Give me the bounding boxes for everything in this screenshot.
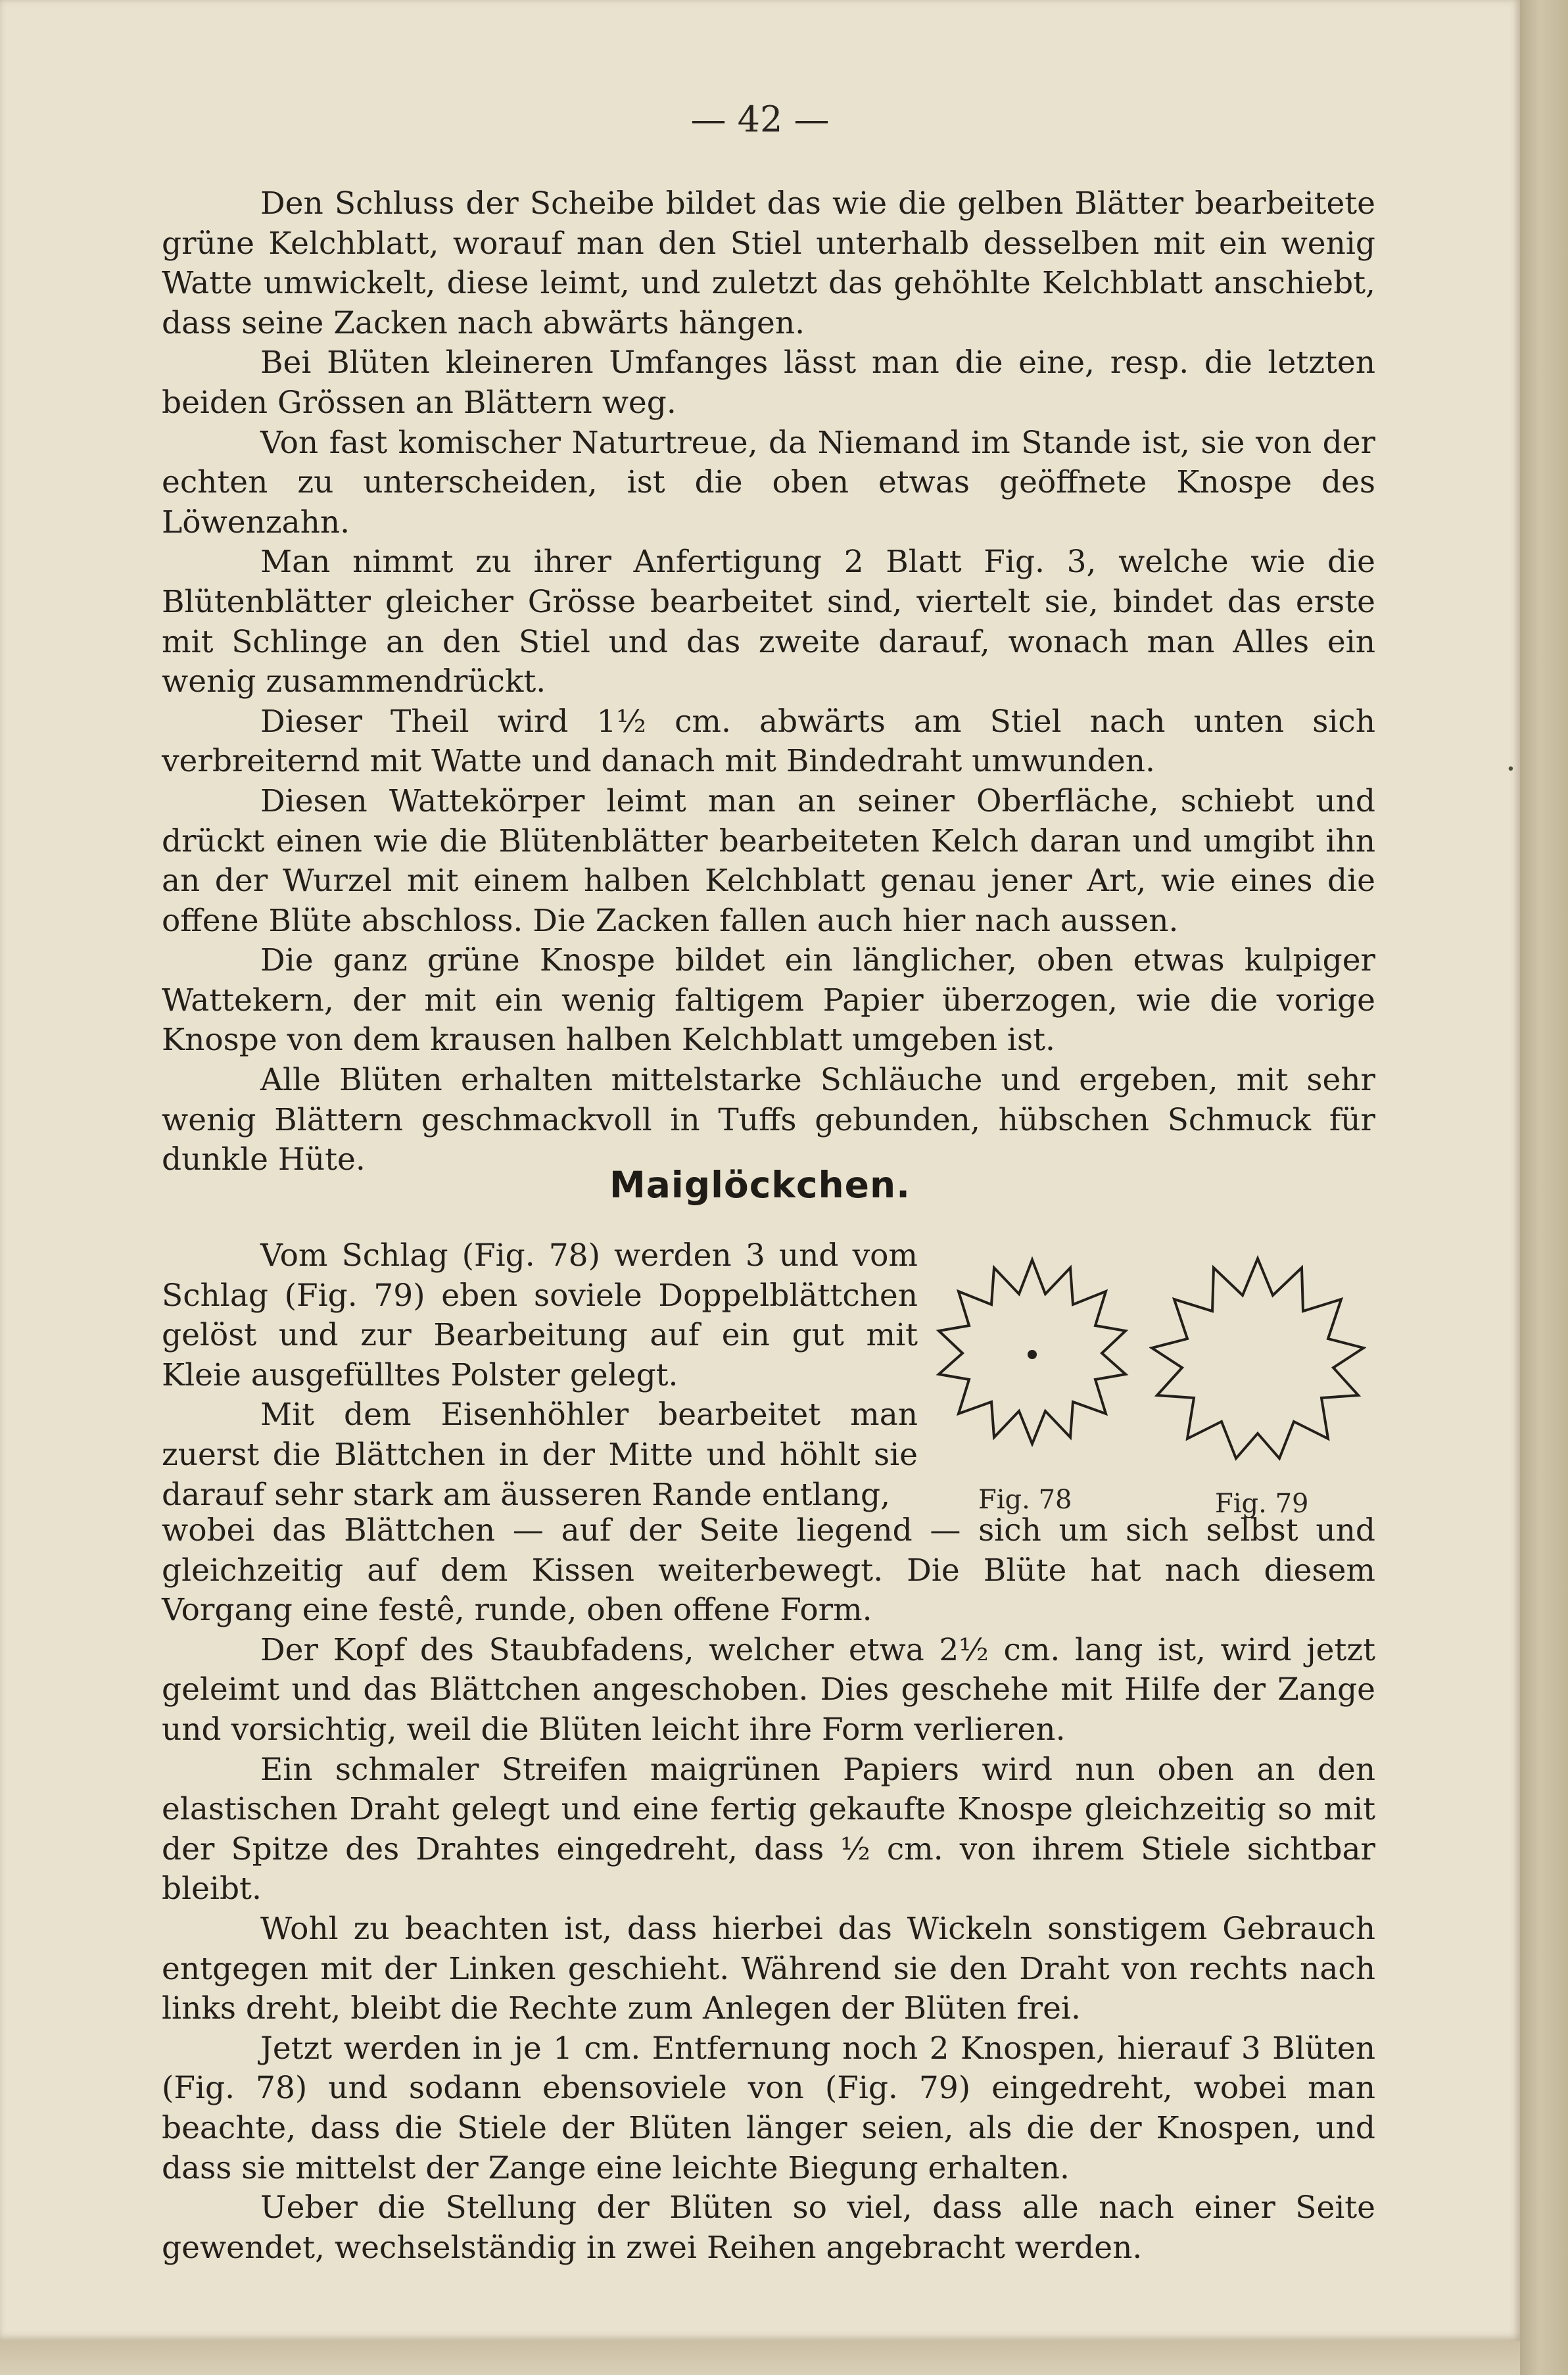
page-bottom-edge xyxy=(0,2341,1520,2375)
paragraph: Mit dem Eisenhöhler bearbeitet man zuerst die Blättchen in der Mitte und höhlt sie darauf sehr stark am äusseren Rande entlang, xyxy=(162,1397,918,1513)
section-heading: Maiglöckchen. xyxy=(609,1164,911,1206)
paragraph: Von fast komischer Naturtreue, da Niemand im Stande ist, sie von der echten zu unterscheiden, ist die oben etwas geöffnete Knospe des Löwenzahn. xyxy=(162,424,1375,540)
figure-side-text xyxy=(162,1236,918,1515)
paragraph: Jetzt werden in je 1 cm. Entfernung noch 2 Knospen, hierauf 3 Blüten (Fig. 78) und sodann ebensoviele von (Fig. 79) eingedreht, wobei man beachte, dass die Stiele der Blüten länger seien, als die der Knospen, und dass sie mittelst der Zange eine leichte Biegung erhalten. xyxy=(162,2030,1375,2186)
paragraph: wobei das Blättchen — auf der Seite liegend — sich um sich selbst und gleichzeitig auf dem Kissen weiterbewegt. Die Blüte hat nach diesem Vorgang eine festê, runde, oben offene Form. xyxy=(162,1512,1375,1629)
paragraph: Ein schmaler Streifen maigrünen Papiers wird nun oben an den elastischen Draht gelegt und eine fertig gekaufte Knospe gleichzeitig so mit der Spitze des Drahtes eingedreht, dass ½ cm. von ihrem Stiele sichtbar bleibt. xyxy=(162,1751,1375,1907)
paragraph: Der Kopf des Staubfadens, welcher etwa 2½ cm. lang ist, wird jetzt geleimt und das Blättchen angeschoben. Dies geschehe mit Hilfe der Zange und vorsichtig, weil die Blüten leicht ihre Form verlieren. xyxy=(162,1631,1375,1748)
paragraph: Wohl zu beachten ist, dass hierbei das Wickeln sonstigem Gebrauch entgegen mit der Linken geschieht. Während sie den Draht von rechts nach links dreht, bleibt die Rechte zum Anlegen der Blüten frei. xyxy=(162,1910,1375,2027)
paragraph: Diesen Wattekörper leimt man an seiner Oberfläche, schiebt und drückt einen wie die Blütenblätter bearbeiteten Kelch daran und umgibt ihn an der Wurzel mit einem halben Kelchblatt genau jener Art, wie eines die offene Blüte abschloss. Die Zacken fallen auch hier nach aussen. xyxy=(162,782,1375,939)
paragraph: Bei Blüten kleineren Umfanges lässt man die eine, resp. die letzten beiden Grössen an Blättern weg. xyxy=(162,345,1375,421)
page-number: — 42 — xyxy=(690,99,830,140)
margin-pencil-mark: · xyxy=(1506,750,1516,788)
paragraph: Dieser Theil wird 1½ cm. abwärts am Stiel nach unten sich verbreiternd mit Watte und danach mit Bindedraht umwunden. xyxy=(162,703,1375,780)
paragraph: Alle Blüten erhalten mittelstarke Schläuche und ergeben, mit sehr wenig Blättern geschmackvoll in Tuffs gebunden, hübschen Schmuck für dunkle Hüte. xyxy=(162,1062,1375,1178)
paragraph: Die ganz grüne Knospe bildet ein länglicher, oben etwas kulpiger Wattekern, der mit ein wenig faltigem Papier überzogen, wie die vorige Knospe von dem krausen halben Kelchblatt umgeben ist. xyxy=(162,942,1375,1059)
paragraph: Den Schluss der Scheibe bildet das wie die gelben Blätter bearbeitete grüne Kelchblatt, worauf man den Stiel unterhalb desselben mit ein wenig Watte umwickelt, diese leimt, und zuletzt das gehöhlte Kelchblatt anschiebt, dass seine Zacken nach abwärts hängen. xyxy=(162,185,1375,341)
paragraph: Vom Schlag (Fig. 78) werden 3 und vom Schlag (Fig. 79) eben soviele Doppelblättchen gelöst und zur Bearbeitung auf ein gut mit Kleie ausgefülltes Polster gelegt. xyxy=(162,1237,918,1393)
figure-79 xyxy=(1149,1249,1366,1469)
book-spine-edge xyxy=(1520,0,1568,2375)
paragraph: Man nimmt zu ihrer Anfertigung 2 Blatt Fig. 3, welche wie die Blütenblätter gleicher Grösse bearbeitet sind, viertelt sie, bindet das erste mit Schlinge an den Stiel und das zweite darauf, wonach man Alles ein wenig zusammendrückt. xyxy=(162,544,1375,700)
figure-caption: Fig. 79 xyxy=(1215,1489,1309,1519)
intro-text xyxy=(162,184,1375,1180)
paragraph: Ueber die Stellung der Blüten so viel, dass alle nach einer Seite gewendet, wechselständig in zwei Reihen angebracht werden. xyxy=(162,2190,1375,2266)
figure-caption: Fig. 78 xyxy=(978,1485,1072,1515)
figure-78 xyxy=(934,1249,1131,1449)
star-blossom-pattern-icon xyxy=(934,1249,1131,1447)
star-blossom-pattern-icon xyxy=(1149,1249,1366,1466)
remaining-text xyxy=(162,1511,1375,2268)
